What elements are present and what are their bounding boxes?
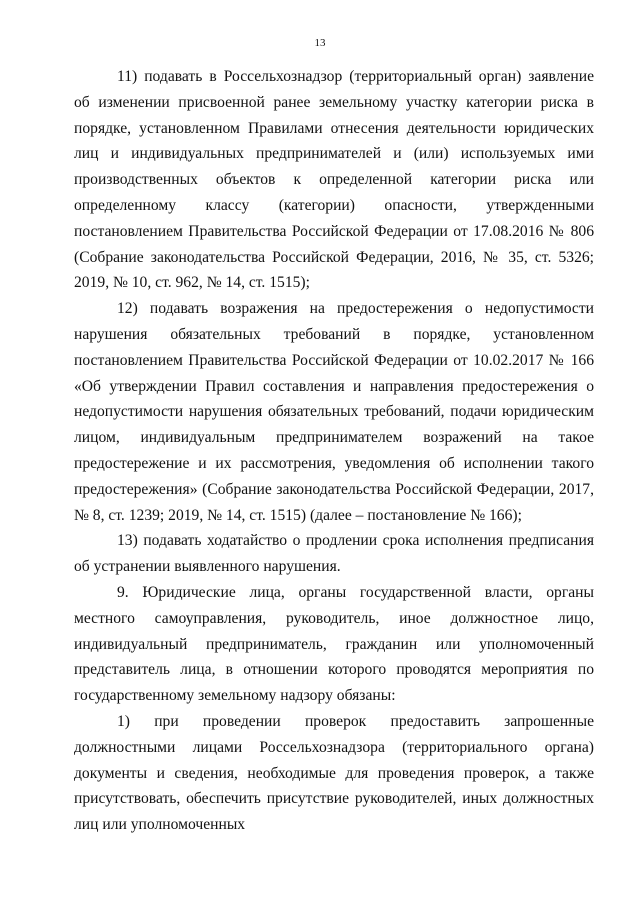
page-number: 13: [314, 37, 326, 49]
paragraph-item-12: 12) подавать возражения на предостережения о недопустимости нарушения обязательных требований в порядке, установленном постановлением Правительства Российской Федерации от 10.02.2017 № 166 «Об утверждении Правил составления и направления предостережения о недопустимости нарушения обязательных требований, подачи юридическим лицом, индивидуальным предпринимателем возражений на такое предостережение и их рассмотрения, уведомления об исполнении такого предостережения» (Собрание законодательства Российской Федерации, 2017, № 8, ст. 1239; 2019, № 14, ст. 1515) (далее – постановление № 166);: [74, 300, 594, 524]
paragraph-item-1: 1) при проведении проверок предоставить запрошенные должностными лицами Россельхознадзора (территориального органа) документы и сведения, необходимые для проведения проверок, а также присутствовать, обеспечить присутствие руководителей, иных должностных лиц или уполномоченных: [74, 712, 594, 834]
document-body: [74, 64, 594, 838]
paragraph-item-11: 11) подавать в Россельхознадзор (территориальный орган) заявление об изменении присвоенной ранее земельному участку категории риска в порядке, установленном Правилами отнесения деятельности юридических лиц и индивидуальных предпринимателей и (или) используемых ими производственных объектов к определенной категории риска или определенному классу (категории) опасности, утвержденными постановлением Правительства Российской Федерации от 17.08.2016 № 806 (Собрание законодательства Российской Федерации, 2016, № 35, ст. 5326; 2019, № 10, ст. 962, № 14, ст. 1515);: [74, 68, 594, 292]
paragraph-item-13: 13) подавать ходатайство о продлении срока исполнения предписания об устранении выявленного нарушения.: [74, 532, 594, 576]
paragraph-section-9: 9. Юридические лица, органы государственной власти, органы местного самоуправления, руководитель, иное должностное лицо, индивидуальный предприниматель, гражданин или уполномоченный представитель лица, в отношении которого проводятся мероприятия по государственному земельному надзору обязаны:: [74, 583, 594, 705]
